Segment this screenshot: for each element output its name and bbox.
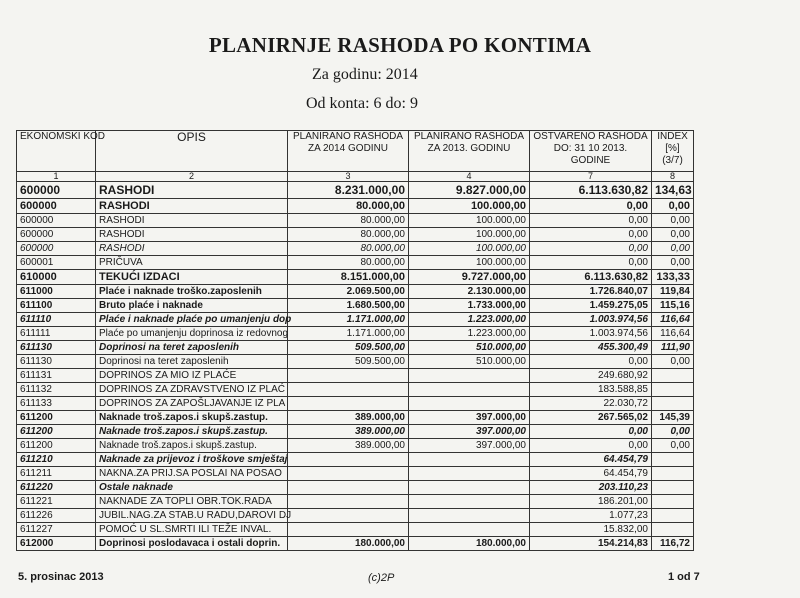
table-row <box>17 313 694 327</box>
table-row <box>17 341 694 355</box>
cell-kod: 611000 <box>17 285 96 299</box>
expense-plan-table <box>16 130 694 551</box>
cell-index: 119,84 <box>652 285 694 299</box>
cell-kod: 612000 <box>17 537 96 551</box>
cell-opis: DOPRINOS ZA ZDRAVSTVENO IZ PLAĆ <box>96 383 288 397</box>
column-number-row <box>17 172 694 182</box>
cell-kod: 611133 <box>17 397 96 411</box>
cell-plan2013: 100.000,00 <box>409 228 530 242</box>
cell-opis: POMOĆ U SL.SMRTI ILI TEŽE INVAL. <box>96 523 288 537</box>
cell-index: 0,00 <box>652 228 694 242</box>
cell-plan2014 <box>288 495 409 509</box>
col-number: 7 <box>530 172 652 182</box>
cell-plan2013: 397.000,00 <box>409 411 530 425</box>
cell-plan2013 <box>409 453 530 467</box>
konto-range-label: Od konta: 6 do: 9 <box>306 95 418 112</box>
cell-index: 145,39 <box>652 411 694 425</box>
cell-opis: Plaće i naknade troško.zaposlenih <box>96 285 288 299</box>
cell-ostvareno: 0,00 <box>530 425 652 439</box>
table-header-row <box>17 131 694 172</box>
cell-ostvareno: 1.003.974,56 <box>530 313 652 327</box>
cell-index <box>652 495 694 509</box>
cell-plan2013 <box>409 523 530 537</box>
cell-ostvareno: 0,00 <box>530 242 652 256</box>
table-row <box>17 299 694 313</box>
cell-kod: 600000 <box>17 242 96 256</box>
cell-opis: Doprinosi na teret zaposlenih <box>96 355 288 369</box>
cell-opis: RASHODI <box>96 228 288 242</box>
cell-kod: 611111 <box>17 327 96 341</box>
cell-plan2013: 100.000,00 <box>409 214 530 228</box>
cell-ostvareno: 455.300,49 <box>530 341 652 355</box>
cell-index: 116,72 <box>652 537 694 551</box>
cell-kod: 611200 <box>17 439 96 453</box>
cell-kod: 611200 <box>17 411 96 425</box>
table-row <box>17 369 694 383</box>
cell-opis: Ostale naknade <box>96 481 288 495</box>
table-row <box>17 242 694 256</box>
cell-index: 116,64 <box>652 313 694 327</box>
cell-plan2014 <box>288 369 409 383</box>
cell-plan2014: 509.500,00 <box>288 355 409 369</box>
table-row <box>17 439 694 453</box>
cell-opis: DOPRINOS ZA ZAPOŠLJAVANJE IZ PLA <box>96 397 288 411</box>
table-row <box>17 425 694 439</box>
footer-page-number: 1 od 7 <box>668 571 700 583</box>
cell-plan2013 <box>409 397 530 411</box>
cell-plan2014 <box>288 397 409 411</box>
cell-plan2014: 180.000,00 <box>288 537 409 551</box>
cell-ostvareno: 1.726.840,07 <box>530 285 652 299</box>
cell-plan2014: 80.000,00 <box>288 256 409 270</box>
cell-index <box>652 369 694 383</box>
cell-opis: RASHODI <box>96 182 288 199</box>
cell-plan2014: 389.000,00 <box>288 439 409 453</box>
cell-index: 0,00 <box>652 355 694 369</box>
cell-plan2013: 100.000,00 <box>409 242 530 256</box>
cell-plan2014: 80.000,00 <box>288 228 409 242</box>
table-row <box>17 182 694 199</box>
cell-opis: Naknade troš.zapos.i skupš.zastup. <box>96 425 288 439</box>
table-row <box>17 228 694 242</box>
cell-opis: NAKNADE ZA TOPLI OBR.TOK.RADA <box>96 495 288 509</box>
table-row <box>17 453 694 467</box>
cell-kod: 611220 <box>17 481 96 495</box>
cell-kod: 610000 <box>17 270 96 285</box>
cell-opis: Naknade troš.zapos.i skupš.zastup. <box>96 439 288 453</box>
cell-ostvareno: 1.077,23 <box>530 509 652 523</box>
table-row <box>17 537 694 551</box>
cell-ostvareno: 0,00 <box>530 214 652 228</box>
cell-plan2013: 1.223.000,00 <box>409 327 530 341</box>
table-row <box>17 383 694 397</box>
cell-plan2013: 100.000,00 <box>409 199 530 214</box>
cell-kod: 611100 <box>17 299 96 313</box>
cell-kod: 611132 <box>17 383 96 397</box>
cell-kod: 600000 <box>17 182 96 199</box>
cell-plan2013 <box>409 369 530 383</box>
col-number: 1 <box>17 172 96 182</box>
cell-plan2013 <box>409 509 530 523</box>
cell-plan2013: 2.130.000,00 <box>409 285 530 299</box>
cell-index: 0,00 <box>652 256 694 270</box>
cell-opis: TEKUĆI IZDACI <box>96 270 288 285</box>
cell-opis: JUBIL.NAG.ZA STAB.U RADU,DAROVI DJ <box>96 509 288 523</box>
cell-index <box>652 453 694 467</box>
cell-ostvareno: 15.832,00 <box>530 523 652 537</box>
cell-opis: Plaće i naknade plaće po umanjenju dop <box>96 313 288 327</box>
cell-kod: 611226 <box>17 509 96 523</box>
cell-ostvareno: 0,00 <box>530 199 652 214</box>
cell-plan2013: 397.000,00 <box>409 425 530 439</box>
cell-plan2014 <box>288 481 409 495</box>
table-row <box>17 199 694 214</box>
cell-plan2014: 80.000,00 <box>288 214 409 228</box>
footer-copyright: (c)2P <box>368 572 395 584</box>
footer-date: 5. prosinac 2013 <box>18 571 104 583</box>
cell-opis: Doprinosi na teret zaposlenih <box>96 341 288 355</box>
cell-plan2014: 80.000,00 <box>288 199 409 214</box>
cell-opis: Bruto plaće i naknade <box>96 299 288 313</box>
cell-kod: 600000 <box>17 199 96 214</box>
cell-plan2013: 397.000,00 <box>409 439 530 453</box>
cell-opis: RASHODI <box>96 199 288 214</box>
cell-index: 0,00 <box>652 242 694 256</box>
cell-kod: 600000 <box>17 228 96 242</box>
cell-index <box>652 383 694 397</box>
cell-plan2013 <box>409 467 530 481</box>
cell-plan2014: 1.171.000,00 <box>288 327 409 341</box>
cell-index <box>652 397 694 411</box>
cell-plan2013: 9.827.000,00 <box>409 182 530 199</box>
cell-plan2014: 80.000,00 <box>288 242 409 256</box>
cell-ostvareno: 203.110,23 <box>530 481 652 495</box>
col-number: 3 <box>288 172 409 182</box>
cell-opis: RASHODI <box>96 214 288 228</box>
cell-ostvareno: 64.454,79 <box>530 453 652 467</box>
cell-plan2014 <box>288 523 409 537</box>
table-row <box>17 270 694 285</box>
cell-index: 0,00 <box>652 425 694 439</box>
cell-ostvareno: 267.565,02 <box>530 411 652 425</box>
cell-ostvareno: 1.459.275,05 <box>530 299 652 313</box>
cell-plan2014 <box>288 383 409 397</box>
cell-index: 0,00 <box>652 199 694 214</box>
cell-ostvareno: 0,00 <box>530 439 652 453</box>
cell-index: 111,90 <box>652 341 694 355</box>
table-row <box>17 327 694 341</box>
cell-index <box>652 509 694 523</box>
cell-plan2013: 1.223.000,00 <box>409 313 530 327</box>
cell-plan2013 <box>409 495 530 509</box>
table-row <box>17 509 694 523</box>
cell-plan2014: 8.151.000,00 <box>288 270 409 285</box>
cell-plan2013: 9.727.000,00 <box>409 270 530 285</box>
cell-plan2013: 510.000,00 <box>409 341 530 355</box>
cell-kod: 611130 <box>17 355 96 369</box>
cell-ostvareno: 154.214,83 <box>530 537 652 551</box>
cell-index <box>652 481 694 495</box>
cell-ostvareno: 0,00 <box>530 256 652 270</box>
table-row <box>17 256 694 270</box>
cell-plan2014: 8.231.000,00 <box>288 182 409 199</box>
cell-kod: 611227 <box>17 523 96 537</box>
cell-ostvareno: 183.588,85 <box>530 383 652 397</box>
year-label: Za godinu: 2014 <box>312 66 418 83</box>
cell-ostvareno: 22.030,72 <box>530 397 652 411</box>
table-row <box>17 481 694 495</box>
cell-opis: NAKNA.ZA PRIJ.SA POSLAI NA POSAO <box>96 467 288 481</box>
page-title: PLANIRNJE RASHODA PO KONTIMA <box>208 33 592 57</box>
cell-plan2014: 509.500,00 <box>288 341 409 355</box>
col-header-kod: EKONOMSKI KOD <box>17 131 96 172</box>
col-header-ostvareno: OSTVARENO RASHODA DO: 31 10 2013. GODINE <box>530 131 652 172</box>
table-row <box>17 523 694 537</box>
cell-ostvareno: 1.003.974,56 <box>530 327 652 341</box>
cell-plan2013: 1.733.000,00 <box>409 299 530 313</box>
cell-plan2014 <box>288 467 409 481</box>
cell-opis: DOPRINOS ZA MIO IZ PLAĆE <box>96 369 288 383</box>
cell-plan2014: 389.000,00 <box>288 425 409 439</box>
cell-opis: Doprinosi poslodavaca i ostali doprin. <box>96 537 288 551</box>
cell-plan2014: 2.069.500,00 <box>288 285 409 299</box>
cell-opis: Naknade troš.zapos.i skupš.zastup. <box>96 411 288 425</box>
table-row <box>17 411 694 425</box>
cell-plan2014 <box>288 453 409 467</box>
cell-ostvareno: 0,00 <box>530 228 652 242</box>
table-row <box>17 467 694 481</box>
col-header-index: INDEX [%] (3/7) <box>652 131 694 172</box>
cell-index: 116,64 <box>652 327 694 341</box>
cell-plan2014: 389.000,00 <box>288 411 409 425</box>
cell-kod: 600001 <box>17 256 96 270</box>
cell-ostvareno: 64.454,79 <box>530 467 652 481</box>
cell-ostvareno: 249.680,92 <box>530 369 652 383</box>
cell-index: 134,63 <box>652 182 694 199</box>
table-row <box>17 397 694 411</box>
col-number: 4 <box>409 172 530 182</box>
cell-index: 0,00 <box>652 214 694 228</box>
col-header-opis: OPIS <box>96 131 288 172</box>
cell-kod: 600000 <box>17 214 96 228</box>
col-header-plan2013: PLANIRANO RASHODA ZA 2013. GODINU <box>409 131 530 172</box>
table-row <box>17 214 694 228</box>
cell-ostvareno: 6.113.630,82 <box>530 270 652 285</box>
cell-index: 115,16 <box>652 299 694 313</box>
table-row <box>17 495 694 509</box>
col-number: 8 <box>652 172 694 182</box>
cell-index: 133,33 <box>652 270 694 285</box>
cell-opis: Plaće po umanjenju doprinosa iz redovnog <box>96 327 288 341</box>
cell-plan2014 <box>288 509 409 523</box>
cell-plan2013 <box>409 481 530 495</box>
col-number: 2 <box>96 172 288 182</box>
col-header-plan2014: PLANIRANO RASHODA ZA 2014 GODINU <box>288 131 409 172</box>
cell-plan2013: 100.000,00 <box>409 256 530 270</box>
cell-ostvareno: 186.201,00 <box>530 495 652 509</box>
cell-index: 0,00 <box>652 439 694 453</box>
table-row <box>17 285 694 299</box>
cell-kod: 611210 <box>17 453 96 467</box>
cell-plan2013: 510.000,00 <box>409 355 530 369</box>
cell-plan2013 <box>409 383 530 397</box>
cell-plan2014: 1.171.000,00 <box>288 313 409 327</box>
cell-kod: 611130 <box>17 341 96 355</box>
cell-ostvareno: 0,00 <box>530 355 652 369</box>
cell-index <box>652 523 694 537</box>
cell-plan2014: 1.680.500,00 <box>288 299 409 313</box>
cell-kod: 611131 <box>17 369 96 383</box>
cell-ostvareno: 6.113.630,82 <box>530 182 652 199</box>
cell-kod: 611200 <box>17 425 96 439</box>
cell-kod: 611211 <box>17 467 96 481</box>
cell-index <box>652 467 694 481</box>
table-row <box>17 355 694 369</box>
cell-kod: 611221 <box>17 495 96 509</box>
cell-kod: 611110 <box>17 313 96 327</box>
cell-opis: RASHODI <box>96 242 288 256</box>
cell-plan2013: 180.000,00 <box>409 537 530 551</box>
cell-opis: Naknade za prijevoz i troškove smještaj <box>96 453 288 467</box>
cell-opis: PRIČUVA <box>96 256 288 270</box>
